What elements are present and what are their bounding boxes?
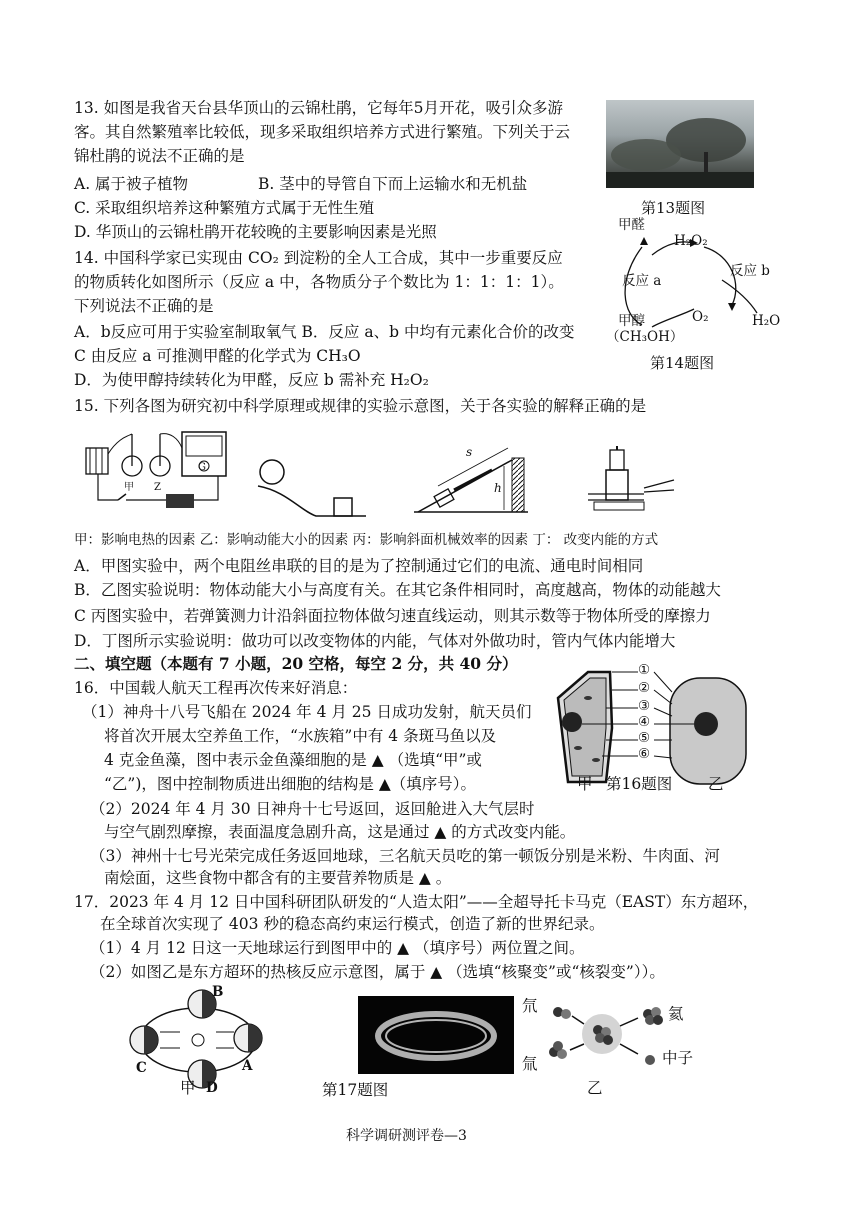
- o2-label: O₂: [692, 309, 709, 325]
- h-label: h: [494, 481, 502, 495]
- cell-num-3: ③: [638, 698, 651, 714]
- q16-caption: 第16题图: [606, 775, 673, 793]
- q16-line-8: （3）神州十七号光荣完成任务返回地球，三名航天员吃的第一顿饭分别是米粉、牛肉面、河: [90, 847, 720, 865]
- orbit-label-b: B: [212, 984, 224, 1000]
- q13-line-3: 锦杜鹃的说法不正确的是: [74, 147, 245, 165]
- q16-fig-yi: 乙: [708, 775, 724, 793]
- q17-line-2: 在全球首次实现了 403 秒的稳态高约束运行模式，创造了新的世界纪录。: [100, 915, 605, 933]
- q16-line-6: （2）2024 年 4 月 30 日神舟十七号返回，返回舱进入大气层时: [90, 800, 535, 818]
- cell-num-4: ④: [638, 714, 651, 730]
- q16-line-4: 4 克金鱼藻，图中表示金鱼藻细胞的是 ▲ （选填“甲”或: [104, 751, 482, 769]
- q16-line-5: “乙”)，图中控制物质进出细胞的结构是 ▲（填序号）。: [104, 775, 476, 793]
- q17-caption: 第17题图: [322, 1081, 389, 1099]
- q15-figure-labels: 甲：影响电热的因素 乙：影响动能大小的因素 丙：影响斜面机械效率的因素 丁： 改变内能的方式: [74, 532, 659, 548]
- q17-fig-jia: 甲: [180, 1079, 196, 1097]
- q15-option-c: C 丙图实验中，若弹簧测力计沿斜面拉物体做匀速直线运动，则其示数等于物体所受的摩擦力: [74, 607, 711, 625]
- q13-line-1: 13. 如图是我省天台县华顶山的云锦杜鹃，它每年5月开花，吸引众多游: [74, 99, 563, 117]
- tritium-label: 氚: [522, 1055, 538, 1073]
- fig-yi-ramp: [256, 456, 368, 526]
- q13-line-2: 客。其自然繁殖率比较低，现多采取组织培养方式进行繁殖。下列关于云: [74, 123, 571, 141]
- q16-line-9: 南烩面，这些食物中都含有的主要营养物质是 ▲ 。: [104, 869, 452, 887]
- cell-num-6: ⑥: [638, 746, 651, 762]
- h2o2-label: H₂O₂: [674, 233, 708, 249]
- fig-jia-circuit: [78, 428, 228, 523]
- q16-line-3: 将首次开展太空养鱼工作，“水族箱”中有 4 条斑马鱼以及: [104, 727, 497, 745]
- tokamak-photo: [358, 996, 514, 1074]
- deuterium-label: 氘: [522, 997, 538, 1015]
- z-sub-label: Z: [154, 482, 161, 493]
- q16-line-7: 与空气剧烈摩擦，表面温度急剧升高，这是通过 ▲ 的方式改变内能。: [104, 823, 576, 841]
- fig-bing-incline: [408, 440, 534, 530]
- section-2-heading: 二、填空题（本题有 7 小题，20 空格，每空 2 分，共 40 分）: [74, 654, 518, 673]
- g-meter-label: G: [198, 462, 206, 473]
- q14-option-c: C 由反应 a 可推测甲醛的化学式为 CH₃O: [74, 347, 361, 365]
- cell-num-2: ②: [638, 680, 651, 696]
- orbit-label-c: C: [136, 1060, 147, 1076]
- q14-option-ab: A．b反应可用于实验室制取氧气 B．反应 a、b 中均有元素化合价的改变: [74, 323, 575, 341]
- q16-fig-jia: 甲: [577, 775, 593, 793]
- cell-num-1: ①: [638, 662, 651, 678]
- jia-sub-label: 甲: [124, 482, 134, 493]
- orbit-label-d: D: [206, 1080, 218, 1096]
- q14-caption: 第14题图: [650, 354, 715, 372]
- h2o-label: H₂O: [752, 313, 781, 329]
- orbit-label-a: A: [242, 1058, 253, 1074]
- q13-option-a: A. 属于被子植物: [74, 175, 189, 193]
- page-footer: 科学调研测评卷—3: [346, 1128, 467, 1144]
- q15-option-d: D．丁图所示实验说明：做功可以改变物体的内能，气体对外做功时，管内气体内能增大: [74, 632, 676, 650]
- q16-line-2: （1）神舟十八号飞船在 2024 年 4 月 25 日成功发射，航天员们: [82, 703, 532, 721]
- q15-option-a: A．甲图实验中，两个电阻丝串联的目的是为了控制通过它们的电流、通电时间相同: [74, 557, 644, 575]
- q16-line-1: 16．中国载人航天工程再次传来好消息：: [74, 679, 358, 697]
- q14-line-2: 的物质转化如图所示（反应 a 中，各物质分子个数比为 1：1：1：1）。: [74, 273, 564, 291]
- methanol-label: 甲醇: [618, 313, 645, 329]
- rhododendron-photo: [606, 100, 754, 188]
- reaction-a-label: 反应 a: [622, 273, 662, 289]
- helium-label: 氦: [668, 1005, 684, 1023]
- q14-line-1: 14. 中国科学家已实现由 CO₂ 到淀粉的全人工合成，其中一步重要反应: [74, 249, 563, 267]
- q13-caption: 第13题图: [641, 199, 706, 217]
- formaldehyde-label: 甲醛: [618, 217, 645, 233]
- q15-option-b: B．乙图实验说明：物体动能大小与高度有关。在其它条件相同时，高度越高，物体的动能越大: [74, 581, 721, 599]
- reaction-diagram: [606, 217, 782, 350]
- s-label: s: [466, 445, 473, 459]
- cell-num-5: ⑤: [638, 730, 651, 746]
- q13-option-c: C. 采取组织培养这种繁殖方式属于无性生殖: [74, 199, 375, 217]
- neutron-label: 中子: [662, 1049, 694, 1067]
- q13-option-b: B. 茎中的导管自下而上运输水和无机盐: [258, 175, 528, 193]
- q17-line-1: 17．2023 年 4 月 12 日中国科研团队研发的“人造太阳”——全超导托卡马克（EAST）东方超环，: [74, 893, 759, 911]
- methanol-formula-label: （CH₃OH）: [606, 329, 684, 345]
- reaction-b-label: 反应 b: [730, 263, 770, 279]
- fusion-diagram: [520, 990, 710, 1080]
- q17-fig-yi: 乙: [587, 1079, 603, 1097]
- fig-ding-piston: [584, 444, 676, 526]
- q17-line-3: （1）4 月 12 日这一天地球运行到图甲中的 ▲ （填序号）两位置之间。: [90, 939, 585, 957]
- q17-line-4: （2）如图乙是东方超环的热核反应示意图，属于 ▲ （选填“核聚变”或“核裂变”））。: [90, 963, 665, 981]
- q13-option-d: D. 华顶山的云锦杜鹃开花较晚的主要影响因素是光照: [74, 223, 437, 241]
- q15-line: 15. 下列各图为研究初中科学原理或规律的实验示意图，关于各实验的解释正确的是: [74, 397, 647, 415]
- q14-line-3: 下列说法不正确的是: [74, 297, 214, 315]
- q14-option-d: D．为使甲醇持续转化为甲醛，反应 b 需补充 H₂O₂: [74, 371, 429, 389]
